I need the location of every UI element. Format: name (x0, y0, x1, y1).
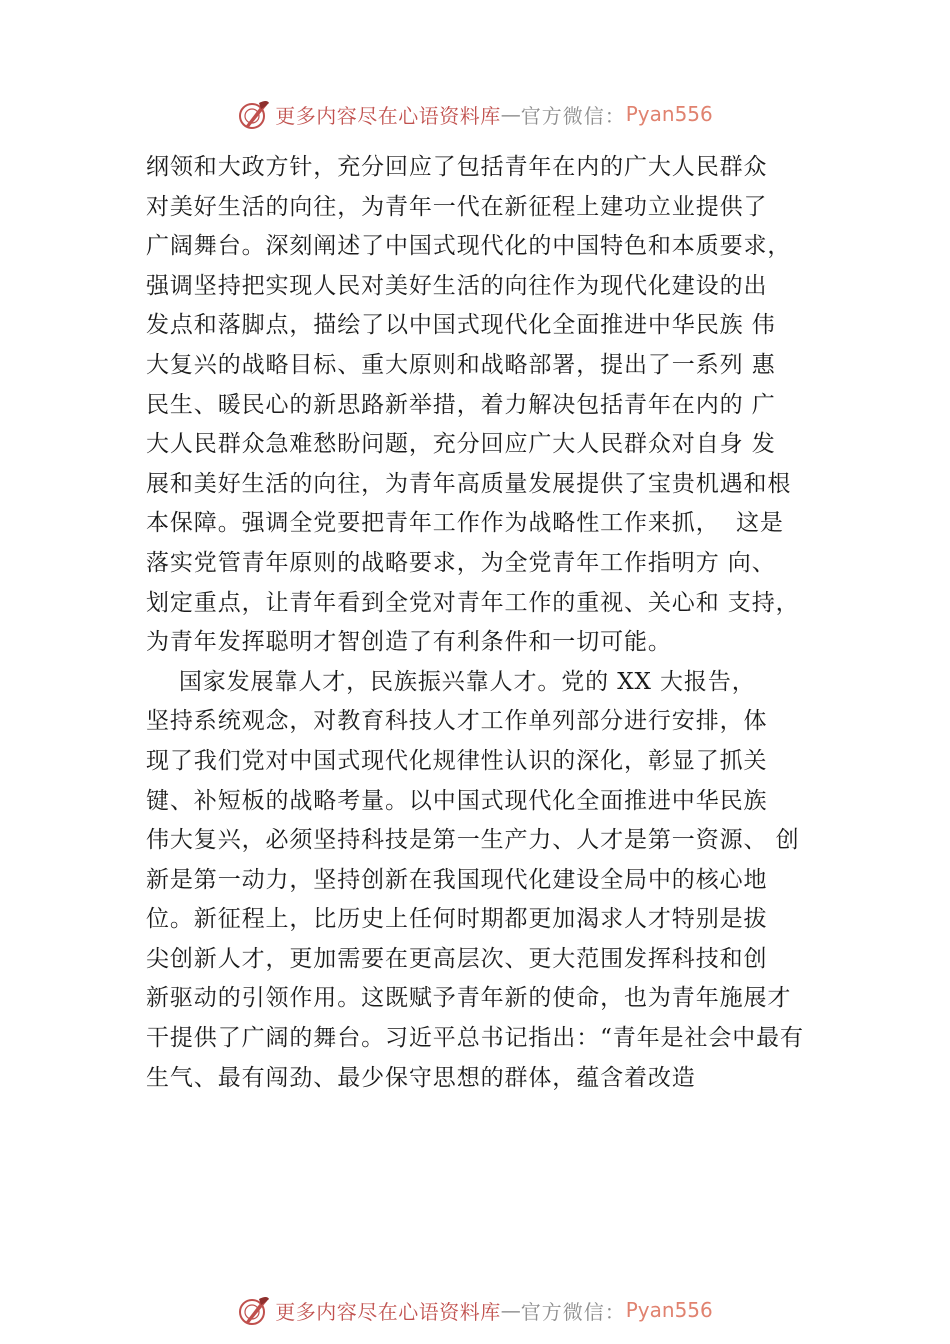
quill-logo-icon (237, 97, 271, 131)
brand-name: 更多内容尽在心语资料库 (275, 103, 501, 128)
text-line: 伟大复兴，必须坚持科技是第一生产力、人才是第一资源、 创 (146, 827, 800, 854)
text-line: 大复兴的战略目标、重大原则和战略部署，提出了一系列 惠 (146, 351, 776, 378)
text-line: 纲领和大政方针，充分回应了包括青年在内的广大人民群众 (146, 154, 768, 180)
text-line: 坚持系统观念，对教育科技人才工作单列部分进行安排，体 (146, 708, 768, 735)
text-line: 落实党管青年原则的战略要求，为全党青年工作指明方 向、 (146, 549, 776, 576)
wechat-handle: Pyan556 (625, 102, 713, 126)
text-line: 大人民群众急难愁盼问题，充分回应广大人民群众对自身 发 (146, 431, 776, 458)
text-line: 强调坚持把实现人民对美好生活的向往作为现代化建设的出 (146, 272, 768, 299)
separator-dash: — (500, 102, 521, 126)
text-line: 对美好生活的向往，为青年一代在新征程上建功立业提供了 (146, 193, 768, 220)
wechat-handle: Pyan556 (625, 1298, 713, 1322)
wechat-label: 官方微信： (520, 1299, 626, 1324)
text-line: 尖创新人才，更加需要在更高层次、更大范围发挥科技和创 (146, 945, 768, 972)
text-line: 本保障。强调全党要把青年工作作为战略性工作来抓， 这是 (146, 510, 784, 537)
brand-name: 更多内容尽在心语资料库 (275, 1299, 501, 1324)
text-line: 为青年发挥聪明才智创造了有利条件和一切可能。 (146, 629, 672, 656)
separator-dash: — (500, 1298, 521, 1322)
text-line: 发点和落脚点，描绘了以中国式现代化全面推进中华民族 伟 (146, 312, 776, 339)
document-body (146, 148, 836, 1098)
header-banner (0, 92, 950, 136)
text-line: 民生、暖民心的新思路新举措，着力解决包括青年在内的 广 (146, 391, 776, 418)
wechat-label: 官方微信： (520, 103, 626, 128)
text-line: 位。新征程上，比历史上任何时期都更加渴求人才特别是拔 (146, 906, 768, 933)
text-line: 现了我们党对中国式现代化规律性认识的深化，彰显了抓关 (146, 747, 768, 774)
footer-banner (0, 1288, 950, 1332)
quill-logo-icon (237, 1293, 271, 1327)
text-line: 划定重点，让青年看到全党对青年工作的重视、关心和 支持， (146, 589, 800, 616)
text-line: 键、补短板的战略考量。以中国式现代化全面推进中华民族 (146, 787, 768, 814)
text-line: 生气、最有闯劲、最少保守思想的群体，蕴含着改造 (146, 1064, 696, 1091)
text-line: 广阔舞台。深刻阐述了中国式现代化的中国特色和本质要求， (146, 233, 792, 260)
text-line: 新是第一动力，坚持创新在我国现代化建设全局中的核心地 (146, 866, 768, 893)
text-line: 干提供了广阔的舞台。习近平总书记指出：“青年是社会中最有 (146, 1025, 804, 1052)
text-line: 新驱动的引领作用。这既赋予青年新的使命，也为青年施展才 (146, 985, 792, 1012)
text-line: 展和美好生活的向往，为青年高质量发展提供了宝贵机遇和根 (146, 470, 792, 497)
text-line: 国家发展靠人才，民族振兴靠人才。党的 XX 大报告， (146, 668, 756, 695)
